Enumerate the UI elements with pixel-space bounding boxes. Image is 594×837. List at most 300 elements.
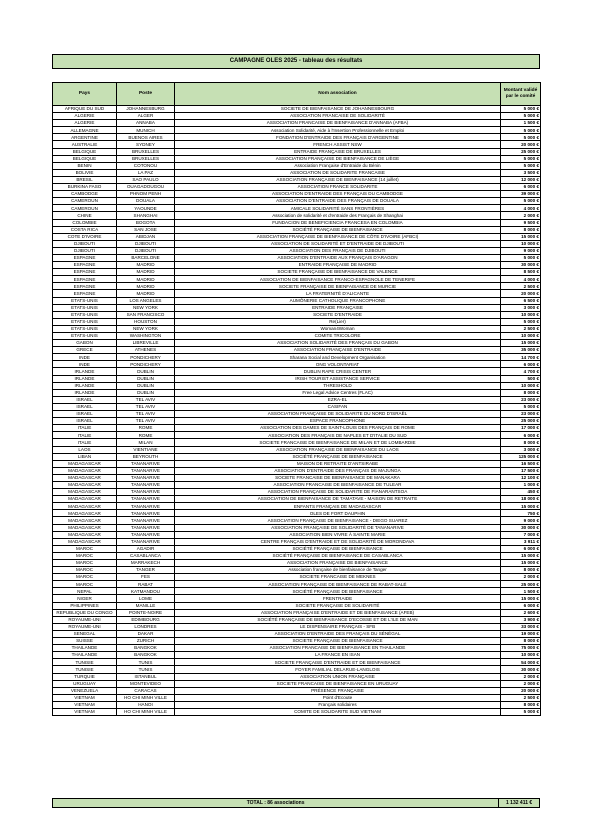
cell-nom-association: ASSOCIATION DES DAMES DE SAINT-LOUIS DES FRANÇAIS DE ROME bbox=[175, 425, 501, 432]
cell-poste: DUBLIN bbox=[117, 368, 175, 375]
header-montant bbox=[501, 83, 541, 106]
table-row bbox=[53, 396, 541, 403]
cell-nom-association: SOCIETE FRANÇAISE DE SOLIDARITÉ bbox=[175, 602, 501, 609]
cell-nom-association: ASSOCIATION FRANÇAISE D'ENTRAIDE bbox=[175, 347, 501, 354]
cell-nom-association: ASSOCIATION DES FRANÇAIS DE DJIBOUTI bbox=[175, 247, 501, 254]
cell-pays: MAROC bbox=[53, 567, 117, 574]
table-row bbox=[53, 616, 541, 623]
cell-poste: HO CHI MINH VILLE bbox=[117, 694, 175, 701]
cell-poste: TANANARIVE bbox=[117, 524, 175, 531]
cell-poste: TANANARIVE bbox=[117, 481, 175, 488]
cell-montant: 4 000 € bbox=[501, 205, 541, 212]
table-row bbox=[53, 113, 541, 120]
cell-poste: NEW YORK bbox=[117, 325, 175, 332]
cell-montant: 5 000 € bbox=[501, 708, 541, 715]
cell-poste: LOS ANGELES bbox=[117, 297, 175, 304]
cell-montant: 10 000 € bbox=[501, 333, 541, 340]
cell-poste: BANGKOK bbox=[117, 652, 175, 659]
cell-montant: 2 500 € bbox=[501, 694, 541, 701]
table-row bbox=[53, 382, 541, 389]
header-montant-line2: par le comité bbox=[505, 94, 536, 99]
cell-nom-association: ASSOCIATION D'ENTRAIDE DES FRANÇAIS DE DOUALA bbox=[175, 198, 501, 205]
cell-poste: BRUXELLES bbox=[117, 155, 175, 162]
cell-pays: CAMBODGE bbox=[53, 191, 117, 198]
table-row bbox=[53, 233, 541, 240]
cell-poste: HOUSTON bbox=[117, 318, 175, 325]
table-row bbox=[53, 205, 541, 212]
cell-montant: 6 000 € bbox=[501, 432, 541, 439]
cell-montant: 8 000 € bbox=[501, 226, 541, 233]
cell-montant: 23 000 € bbox=[501, 396, 541, 403]
cell-pays: ITALIE bbox=[53, 439, 117, 446]
cell-nom-association: Association française de bienfaisance de Tanger bbox=[175, 567, 501, 574]
cell-pays: BELGIQUE bbox=[53, 148, 117, 155]
table-row bbox=[53, 552, 541, 559]
cell-poste: DUBLIN bbox=[117, 389, 175, 396]
cell-montant: 30 000 € bbox=[501, 524, 541, 531]
cell-montant: 15 000 € bbox=[501, 233, 541, 240]
table-row bbox=[53, 311, 541, 318]
table-row bbox=[53, 283, 541, 290]
cell-nom-association: ASSOCIATION FRANÇAISE DE BIENFAISANCE (14 juillet) bbox=[175, 176, 501, 183]
cell-poste: YAOUNDE bbox=[117, 205, 175, 212]
cell-nom-association: ASSOCIATION UNION FRANÇAISE bbox=[175, 673, 501, 680]
cell-pays: LAOS bbox=[53, 446, 117, 453]
cell-montant: 2 500 € bbox=[501, 283, 541, 290]
cell-pays: THAILANDE bbox=[53, 645, 117, 652]
cell-poste: KATMANDOU bbox=[117, 588, 175, 595]
cell-nom-association: SOCIETE FRANÇAISE DE BIENFAISANCE DE VALENCE bbox=[175, 269, 501, 276]
table-row bbox=[53, 432, 541, 439]
cell-pays: COLOMBIE bbox=[53, 219, 117, 226]
table-row bbox=[53, 581, 541, 588]
cell-montant: 12 100 € bbox=[501, 474, 541, 481]
cell-montant: 20 000 € bbox=[501, 687, 541, 694]
cell-montant: 8 000 € bbox=[501, 638, 541, 645]
cell-nom-association: SOCIÉTÉ FRANÇAISE DE BIENFAISANCE bbox=[175, 226, 501, 233]
page-title: CAMPAGNE OLES 2025 - tableau des résultats bbox=[52, 54, 540, 69]
cell-pays: ESPAGNE bbox=[53, 254, 117, 261]
cell-nom-association: Point d'Ecoute bbox=[175, 694, 501, 701]
table-row bbox=[53, 212, 541, 219]
table-row bbox=[53, 290, 541, 297]
cell-nom-association: CASIFAN bbox=[175, 403, 501, 410]
cell-nom-association: SOCIETE D'ENTRAIDE bbox=[175, 311, 501, 318]
cell-nom-association: ESPACE FRANCOPHONE bbox=[175, 418, 501, 425]
cell-poste: FES bbox=[117, 574, 175, 581]
cell-pays: VIETNAM bbox=[53, 694, 117, 701]
cell-pays: MADAGASCAR bbox=[53, 460, 117, 467]
cell-montant: 6 000 € bbox=[501, 184, 541, 191]
cell-nom-association: ASSOCIATION D'ENTRAIDE DES FRANÇAIS DU CAMBODGE bbox=[175, 191, 501, 198]
cell-pays: BRESIL bbox=[53, 176, 117, 183]
cell-montant: 15 000 € bbox=[501, 560, 541, 567]
cell-nom-association: FRENCH ASSIST NSW bbox=[175, 141, 501, 148]
table-row bbox=[53, 325, 541, 332]
cell-nom-association: AMICALE SOLIDARITÉ SANS FRONTIÈRES bbox=[175, 205, 501, 212]
cell-poste: DUBLIN bbox=[117, 382, 175, 389]
cell-nom-association: Association Française d'Entraide du Bénin bbox=[175, 162, 501, 169]
cell-poste: TEL AVIV bbox=[117, 396, 175, 403]
cell-montant: 3 900 € bbox=[501, 616, 541, 623]
cell-nom-association: ASSOCIATION DE SOLIDARITE FRANCAISE bbox=[175, 169, 501, 176]
cell-nom-association: ONG VOLONTARIAT bbox=[175, 361, 501, 368]
cell-pays: INDE bbox=[53, 354, 117, 361]
table-row bbox=[53, 297, 541, 304]
cell-poste: ANNABA bbox=[117, 120, 175, 127]
cell-nom-association: SOCIETE DE BIENFAISANCE DE JOHANNESBOURG bbox=[175, 106, 501, 113]
cell-pays: ETATS-UNIS bbox=[53, 318, 117, 325]
cell-nom-association: SOCIETE FRANCAISE DE BIENFAISANCE DE MANAKARA bbox=[175, 474, 501, 481]
cell-montant: 54 000 € bbox=[501, 659, 541, 666]
header-poste: Poste bbox=[117, 83, 175, 106]
cell-pays: VIETNAM bbox=[53, 701, 117, 708]
cell-nom-association: SOCIÉTÉ FRANÇAISE DE BIENFAISANCE bbox=[175, 588, 501, 595]
table-row bbox=[53, 340, 541, 347]
table-row bbox=[53, 184, 541, 191]
cell-poste: TANANARIVE bbox=[117, 496, 175, 503]
cell-nom-association: PRÉSENCE FRANÇAISE bbox=[175, 687, 501, 694]
cell-nom-association: FOYER FAMILIAL DELARUE-LANGLOIS bbox=[175, 666, 501, 673]
cell-montant: 10 000 € bbox=[501, 652, 541, 659]
cell-nom-association: AUMÔNERIE CATHOLIQUE FRANCOPHONE bbox=[175, 297, 501, 304]
cell-montant: 17 000 € bbox=[501, 425, 541, 432]
cell-montant: 10 000 € bbox=[501, 240, 541, 247]
cell-montant: 5 000 € bbox=[501, 113, 541, 120]
cell-montant: 9 000 € bbox=[501, 247, 541, 254]
cell-nom-association: THRESHOLD bbox=[175, 382, 501, 389]
cell-poste: EDIMBOURG bbox=[117, 616, 175, 623]
table-row bbox=[53, 531, 541, 538]
cell-poste: MADRID bbox=[117, 290, 175, 297]
cell-poste: PONDICHERY bbox=[117, 361, 175, 368]
cell-pays: MAROC bbox=[53, 581, 117, 588]
cell-montant: 14 700 € bbox=[501, 354, 541, 361]
cell-montant: 18 000 € bbox=[501, 496, 541, 503]
cell-poste: BEYROUTH bbox=[117, 453, 175, 460]
cell-pays: CAMEROUN bbox=[53, 198, 117, 205]
cell-montant: 15 000 € bbox=[501, 503, 541, 510]
cell-montant: 19 000 € bbox=[501, 630, 541, 637]
cell-montant: 15 000 € bbox=[501, 595, 541, 602]
table-row bbox=[53, 333, 541, 340]
cell-poste: DOUALA bbox=[117, 198, 175, 205]
table-row bbox=[53, 567, 541, 574]
cell-pays: REPUBLIQUE DU CONGO bbox=[53, 609, 117, 616]
cell-pays: ALLEMAGNE bbox=[53, 127, 117, 134]
cell-montant: 5 000 € bbox=[501, 162, 541, 169]
cell-pays: IRLANDE bbox=[53, 368, 117, 375]
cell-montant: 2 500 € bbox=[501, 325, 541, 332]
cell-pays: SUISSE bbox=[53, 638, 117, 645]
cell-montant: 5 000 € bbox=[501, 318, 541, 325]
cell-nom-association: CENTRE FRANÇAIS D'ENTRAIDE ET DE SOLIDARITÉ DE MORONDAVA bbox=[175, 538, 501, 545]
cell-poste: MADRID bbox=[117, 276, 175, 283]
cell-pays: VIETNAM bbox=[53, 708, 117, 715]
cell-poste: BRUXELLES bbox=[117, 148, 175, 155]
table-row bbox=[53, 595, 541, 602]
table-row bbox=[53, 389, 541, 396]
total-row bbox=[52, 798, 540, 808]
cell-pays: ETATS-UNIS bbox=[53, 325, 117, 332]
cell-poste: MANILLE bbox=[117, 602, 175, 609]
cell-pays: ARGENTINE bbox=[53, 134, 117, 141]
table-row bbox=[53, 623, 541, 630]
cell-nom-association: LA FRANCE EN ISAN bbox=[175, 652, 501, 659]
cell-poste: SYDNEY bbox=[117, 141, 175, 148]
table-row bbox=[53, 467, 541, 474]
cell-pays: ISRAEL bbox=[53, 411, 117, 418]
cell-montant: 25 000 € bbox=[501, 148, 541, 155]
cell-montant: 9 500 € bbox=[501, 219, 541, 226]
cell-nom-association: ASSOCIATION BIEN VIVRE À SAINTE MARIE bbox=[175, 531, 501, 538]
table-row bbox=[53, 304, 541, 311]
cell-pays: BENIN bbox=[53, 162, 117, 169]
cell-montant: 33 000 € bbox=[501, 623, 541, 630]
cell-nom-association: ASSOCIATION FRANCAISE DE BIENFAISANCE DE TULEAR bbox=[175, 481, 501, 488]
cell-poste: CASABLANCA bbox=[117, 552, 175, 559]
cell-poste: JOHANNESBURG bbox=[117, 106, 175, 113]
cell-montant: 25 000 € bbox=[501, 418, 541, 425]
cell-nom-association: Association Solidarité, Aide à l'Insertion Professionnelle et Emploi bbox=[175, 127, 501, 134]
cell-poste: TANANARIVE bbox=[117, 474, 175, 481]
cell-pays: ALGERIE bbox=[53, 113, 117, 120]
cell-nom-association: ASSOCIATION FRANÇAISE DE SOLIDARITE DE FIANARANTSOA bbox=[175, 489, 501, 496]
cell-nom-association: ASSOCIATION FRANÇAISE DE SOLIDARITE DU NORD D'ISRAËL bbox=[175, 411, 501, 418]
cell-poste: AGADIR bbox=[117, 545, 175, 552]
cell-montant: 39 000 € bbox=[501, 191, 541, 198]
cell-montant: 5 000 € bbox=[501, 198, 541, 205]
cell-pays: ROYAUME-UNI bbox=[53, 623, 117, 630]
cell-nom-association: SOCIÉTÉ FRANÇAISE DE BIENFAISANCE DE CASABLANCA bbox=[175, 552, 501, 559]
cell-montant: 35 000 € bbox=[501, 347, 541, 354]
cell-pays: MADAGASCAR bbox=[53, 517, 117, 524]
cell-pays: ITALIE bbox=[53, 432, 117, 439]
table-row bbox=[53, 524, 541, 531]
cell-poste: LA PAZ bbox=[117, 169, 175, 176]
cell-pays: MAROC bbox=[53, 552, 117, 559]
table-row bbox=[53, 162, 541, 169]
cell-montant: 30 000 € bbox=[501, 262, 541, 269]
cell-pays: ALGERIE bbox=[53, 120, 117, 127]
cell-montant: 2 000 € bbox=[501, 680, 541, 687]
cell-poste: NEW YORK bbox=[117, 304, 175, 311]
header-pays: Pays bbox=[53, 83, 117, 106]
table-row bbox=[53, 120, 541, 127]
table-row bbox=[53, 630, 541, 637]
table-row bbox=[53, 673, 541, 680]
cell-poste: PONDICHERY bbox=[117, 354, 175, 361]
cell-pays: MADAGASCAR bbox=[53, 524, 117, 531]
cell-pays: AFRIQUE DU SUD bbox=[53, 106, 117, 113]
cell-poste: ZURICH bbox=[117, 638, 175, 645]
cell-montant: 10 000 € bbox=[501, 382, 541, 389]
cell-poste: ABIDJAN bbox=[117, 233, 175, 240]
cell-nom-association: SOCIETE FRANCAISE DE BIENFAISANCE EN URUGUAY bbox=[175, 680, 501, 687]
cell-poste: MADRID bbox=[117, 262, 175, 269]
cell-nom-association: ASSOCIATION DE BIENFAISANCE DE TAMATAVE - MAISON DE RETRAITE bbox=[175, 496, 501, 503]
cell-montant: 6 500 € bbox=[501, 297, 541, 304]
cell-poste: TANGER bbox=[117, 567, 175, 574]
table-row bbox=[53, 446, 541, 453]
cell-montant: 1 500 € bbox=[501, 120, 541, 127]
table-row bbox=[53, 169, 541, 176]
cell-poste: RABAT bbox=[117, 581, 175, 588]
cell-montant: 20 000 € bbox=[501, 141, 541, 148]
cell-poste: HO CHI MINH VILLE bbox=[117, 708, 175, 715]
table-row bbox=[53, 411, 541, 418]
cell-pays: MADAGASCAR bbox=[53, 531, 117, 538]
cell-montant: 5 000 € bbox=[501, 127, 541, 134]
cell-poste: TEL AVIV bbox=[117, 411, 175, 418]
table-row bbox=[53, 708, 541, 715]
cell-poste: TANANARIVE bbox=[117, 531, 175, 538]
table-row bbox=[53, 453, 541, 460]
table-row bbox=[53, 538, 541, 545]
table-header-row bbox=[53, 83, 541, 106]
cell-nom-association: SOCIÉTÉ FRANÇAISE DE BIENFAISANCE D'ECOSSE ET DE L'ILE DE MAN bbox=[175, 616, 501, 623]
cell-poste: CARACAS bbox=[117, 687, 175, 694]
cell-montant: 2 000 € bbox=[501, 673, 541, 680]
table-row bbox=[53, 141, 541, 148]
cell-poste: DUBLIN bbox=[117, 375, 175, 382]
table-row bbox=[53, 198, 541, 205]
cell-nom-association: LA FRATERNITÉ D'ALICANTE bbox=[175, 290, 501, 297]
cell-nom-association: Re(Lier) bbox=[175, 318, 501, 325]
cell-montant: 17 500 € bbox=[501, 467, 541, 474]
cell-pays: MAROC bbox=[53, 560, 117, 567]
table-row bbox=[53, 361, 541, 368]
cell-nom-association: ASSOCIATION FRANÇAISE DE SOLIDARITÉ DE TANANARIVE bbox=[175, 524, 501, 531]
cell-nom-association: ASSOCIATION SOLIDARITÉ DES FRANÇAIS DU GABON bbox=[175, 340, 501, 347]
cell-poste: OUAGADOUGOU bbox=[117, 184, 175, 191]
cell-pays: IRLANDE bbox=[53, 375, 117, 382]
cell-poste: TANANARIVE bbox=[117, 517, 175, 524]
cell-nom-association: LE DISPENSAIRE FRANÇAIS - SFB bbox=[175, 623, 501, 630]
cell-poste: PHNOM PENH bbox=[117, 191, 175, 198]
cell-montant: 25 000 € bbox=[501, 581, 541, 588]
table-row bbox=[53, 134, 541, 141]
cell-pays: TUNISIE bbox=[53, 666, 117, 673]
cell-montant: 1 500 € bbox=[501, 588, 541, 595]
table-row bbox=[53, 545, 541, 552]
table-row bbox=[53, 354, 541, 361]
cell-poste: TANANARIVE bbox=[117, 538, 175, 545]
cell-pays: MADAGASCAR bbox=[53, 503, 117, 510]
cell-nom-association: SOCIÉTÉ FRANÇAISE DE BIENFAISANCE bbox=[175, 545, 501, 552]
cell-nom-association: DUBLIN RAPE CRISIS CENTER bbox=[175, 368, 501, 375]
cell-pays: DJIBOUTI bbox=[53, 240, 117, 247]
cell-poste: LOME bbox=[117, 595, 175, 602]
cell-nom-association: Français solidaires bbox=[175, 701, 501, 708]
cell-montant: 5 000 € bbox=[501, 403, 541, 410]
table-row bbox=[53, 247, 541, 254]
table-row bbox=[53, 510, 541, 517]
cell-nom-association: FRENTRAIDE bbox=[175, 595, 501, 602]
cell-poste: MONTEVIDEO bbox=[117, 680, 175, 687]
cell-pays: BELGIQUE bbox=[53, 155, 117, 162]
cell-poste: HANOI bbox=[117, 701, 175, 708]
cell-nom-association: Free Legal Advice Centres (FLAC) bbox=[175, 389, 501, 396]
cell-pays: ESPAGNE bbox=[53, 269, 117, 276]
total-value: 1 132 411 € bbox=[506, 800, 533, 806]
cell-montant: 10 000 € bbox=[501, 311, 541, 318]
cell-pays: MADAGASCAR bbox=[53, 489, 117, 496]
cell-montant: 8 000 € bbox=[501, 439, 541, 446]
cell-poste: DAKAR bbox=[117, 630, 175, 637]
cell-poste: MADRID bbox=[117, 269, 175, 276]
table-row bbox=[53, 460, 541, 467]
cell-nom-association: ASSOCIATION FRANÇAISE DE BIENFAISANCE - DIEGO SUAREZ bbox=[175, 517, 501, 524]
table-row bbox=[53, 403, 541, 410]
cell-nom-association: Association de solidarité et d'entraide des Français de Shanghai bbox=[175, 212, 501, 219]
cell-montant: 3 500 € bbox=[501, 169, 541, 176]
cell-pays: GRECE bbox=[53, 347, 117, 354]
cell-montant: 9 000 € bbox=[501, 517, 541, 524]
table-row bbox=[53, 652, 541, 659]
cell-pays: COTE D'IVOIRE bbox=[53, 233, 117, 240]
table-row bbox=[53, 368, 541, 375]
table-row bbox=[53, 269, 541, 276]
cell-montant: 8 000 € bbox=[501, 389, 541, 396]
table-row bbox=[53, 680, 541, 687]
table-row bbox=[53, 666, 541, 673]
table-row bbox=[53, 347, 541, 354]
cell-pays: ESPAGNE bbox=[53, 262, 117, 269]
cell-nom-association: ASSOCIATION FRANCE SOLIDARITE bbox=[175, 184, 501, 191]
cell-pays: ROYAUME-UNI bbox=[53, 616, 117, 623]
cell-pays: CAMEROUN bbox=[53, 205, 117, 212]
cell-montant: 6 000 € bbox=[501, 545, 541, 552]
cell-poste: MILAN bbox=[117, 439, 175, 446]
cell-nom-association: ASSOCIATION DE SOLIDARITÉ ET D'ENTRAIDE DE DJIBOUTI bbox=[175, 240, 501, 247]
cell-montant: 450 € bbox=[501, 489, 541, 496]
cell-pays: NEPAL bbox=[53, 588, 117, 595]
cell-pays: SENEGAL bbox=[53, 630, 117, 637]
table-row bbox=[53, 517, 541, 524]
table-row bbox=[53, 262, 541, 269]
table-row bbox=[53, 503, 541, 510]
cell-nom-association: ASSOCIATION FRANÇAISE DE BIENFAISANCE DE CÔTE D'IVOIRE (AFBCI) bbox=[175, 233, 501, 240]
cell-montant: 3 911 € bbox=[501, 538, 541, 545]
cell-montant: 8 500 € bbox=[501, 269, 541, 276]
table-row bbox=[53, 588, 541, 595]
table-row bbox=[53, 574, 541, 581]
cell-pays: MADAGASCAR bbox=[53, 538, 117, 545]
cell-pays: ITALIE bbox=[53, 425, 117, 432]
cell-pays: MAROC bbox=[53, 574, 117, 581]
cell-montant: 75 000 € bbox=[501, 645, 541, 652]
table-row bbox=[53, 659, 541, 666]
cell-poste: ROME bbox=[117, 432, 175, 439]
cell-montant: 5 000 € bbox=[501, 254, 541, 261]
cell-poste: BARCELONE bbox=[117, 254, 175, 261]
cell-nom-association: IRISH TOURIST ASSISTANCE SERVICE bbox=[175, 375, 501, 382]
cell-poste: TANANARIVE bbox=[117, 489, 175, 496]
table-row bbox=[53, 106, 541, 113]
cell-poste: TEL AVIV bbox=[117, 418, 175, 425]
cell-pays: MAROC bbox=[53, 545, 117, 552]
cell-poste: ATHENES bbox=[117, 347, 175, 354]
cell-nom-association: ASSOCIATION FRANÇAISE DE BIENFAISANCE DU LAOS bbox=[175, 446, 501, 453]
cell-poste: MARRAKECH bbox=[117, 560, 175, 567]
cell-poste: LONDRES bbox=[117, 623, 175, 630]
cell-pays: ESPAGNE bbox=[53, 283, 117, 290]
cell-pays: MADAGASCAR bbox=[53, 496, 117, 503]
cell-pays: ETATS-UNIS bbox=[53, 304, 117, 311]
cell-poste: TANANARIVE bbox=[117, 467, 175, 474]
cell-montant: 4 000 € bbox=[501, 276, 541, 283]
